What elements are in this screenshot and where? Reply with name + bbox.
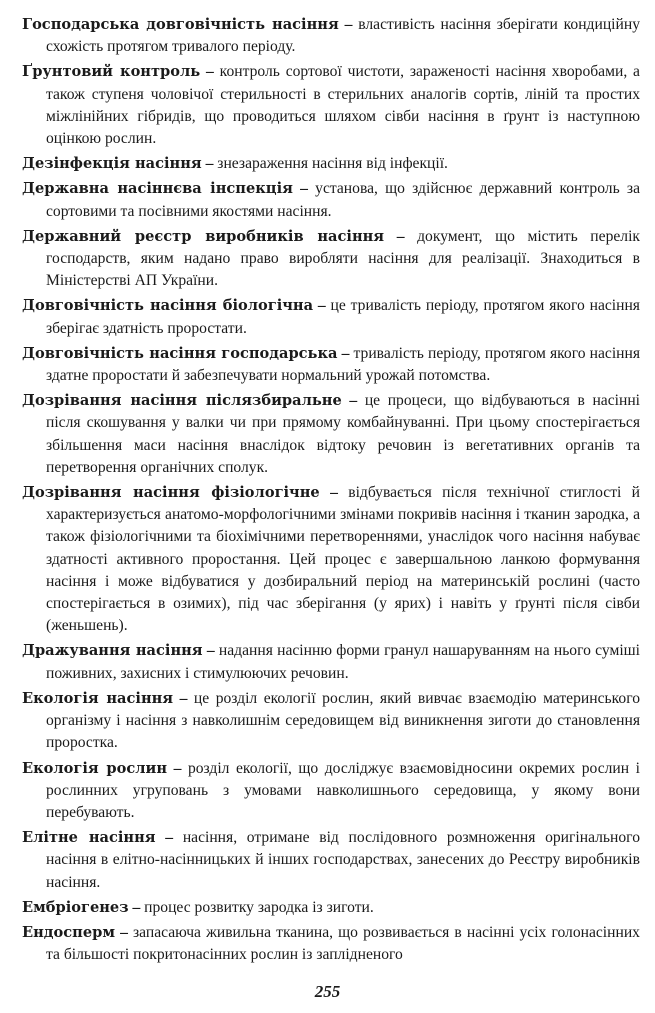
glossary-term: Довговічність насіння господарська bbox=[22, 344, 338, 362]
glossary-term: Довговічність насіння біологічна bbox=[22, 297, 314, 315]
term-separator: – bbox=[206, 642, 215, 660]
glossary-definition: процес розвитку зародка із зиготи. bbox=[144, 898, 374, 916]
glossary-term: Державний реєстр виробників насіння bbox=[22, 227, 385, 245]
glossary-definition: установа, що здійснює державний контроль за сортовими та посівними якостями насіння. bbox=[46, 180, 640, 220]
glossary-entry bbox=[22, 758, 640, 825]
page-number: 255 bbox=[314, 982, 341, 1001]
glossary-term: Дозрівання насіння післязбиральне bbox=[22, 392, 342, 410]
glossary-term: Дезінфекція насіння bbox=[22, 155, 202, 173]
glossary-definition: запасаюча живильна тканина, що розвивається в насінні усіх голонасінних та більшості покритонасінних рослин із заплідненого bbox=[46, 923, 640, 964]
glossary-definition: розділ екології, що досліджує взаємовідносини окремих рослин і рослинних угруповань з умовами навколишнього середовища, у якому вони перебувають. bbox=[46, 759, 640, 821]
glossary-term: Екологія насіння bbox=[22, 689, 174, 707]
glossary-entry bbox=[22, 226, 640, 293]
glossary-entry bbox=[22, 14, 640, 58]
term-separator: – bbox=[173, 759, 182, 777]
glossary-entry bbox=[22, 640, 640, 684]
glossary-definition: тривалість періоду, протягом якого насіння здатне проростати й забезпечувати нормальний урожай потомства. bbox=[46, 344, 641, 385]
glossary-term: Дозрівання насіння фізіологічне bbox=[22, 484, 320, 502]
glossary-term: Господарська довговічність насіння bbox=[22, 16, 339, 33]
glossary-term: Державна насіннєва інспекція bbox=[22, 180, 293, 198]
glossary-entry bbox=[22, 61, 640, 150]
glossary-entry bbox=[22, 688, 640, 755]
glossary-entry bbox=[22, 922, 640, 966]
term-separator: – bbox=[330, 484, 338, 502]
glossary-term: Ембріогенез bbox=[22, 898, 129, 916]
glossary-entry bbox=[22, 482, 640, 637]
glossary-term: Дражування насіння bbox=[22, 642, 203, 660]
glossary-entry bbox=[22, 343, 640, 387]
glossary-term: Ендосперм bbox=[22, 923, 115, 941]
glossary-definition: насіння, отримане від послідовного розмноження оригінального насіння в елітно-насінницьких й інших господарствах, занесених до Реєстру виробників насіння. bbox=[46, 829, 640, 891]
glossary-entry bbox=[22, 827, 640, 894]
term-separator: – bbox=[179, 689, 188, 707]
glossary-page bbox=[22, 14, 640, 969]
glossary-definition: це розділ екології рослин, який вивчає взаємодію материнського організму і насіння з навколишнім середовищем від виникнення зиготи до становлення проростка. bbox=[46, 689, 640, 752]
glossary-term: Ґрунтовий контроль bbox=[22, 63, 201, 81]
term-separator: – bbox=[317, 297, 326, 315]
glossary-term: Елітне насіння bbox=[22, 829, 156, 847]
glossary-definition: надання насінню форми гранул нашаруванням на нього суміші поживних, захисних і стимулюючих речовин. bbox=[46, 642, 640, 682]
glossary-definition: це процеси, що відбуваються в насінні після скошування у валки чи при прямому комбайнуванні. При цьому спостерігається збільшення маси насіння внаслідок відтоку речовин із вегетативних органів та перетворення органічних сполук. bbox=[46, 392, 641, 476]
glossary-entry bbox=[22, 295, 640, 339]
term-separator: – bbox=[341, 344, 350, 362]
glossary-term: Екологія рослин bbox=[22, 759, 168, 777]
term-separator: – bbox=[205, 155, 214, 173]
term-separator: – bbox=[349, 392, 358, 410]
glossary-entry bbox=[22, 390, 640, 479]
term-separator: – bbox=[165, 829, 174, 847]
term-separator: – bbox=[396, 227, 405, 245]
glossary-definition: контроль сортової чистоти, зараженості насіння хворобами, а також ступеня чоловічої стерильності в стерильних аналогів сортів, ліній та простих міжлінійних гібридів, що проводиться шляхом сівби насіння в ґрунт із наступною оцінкою рослин. bbox=[46, 63, 640, 148]
term-separator: – bbox=[344, 16, 353, 33]
glossary-entry bbox=[22, 897, 640, 919]
glossary-definition: документ, що містить перелік господарств, яким надано право виробляти насіння для реалізації. Знаходиться в Міністерстві АП України. bbox=[46, 227, 640, 290]
glossary-definition: відбувається після технічної стиглості й характеризується анатомо-морфологічними змінами покривів насіння і тканин зародка, а також фізіологічними та біохімічними перетвореннями, унаслідок чого насіння набуває здатності активного проростання. Цей процес є завершальною ланкою формування насіння і може відбуватися у дозбиральний період на материнській рослині (часто спостерігається в озимих), під час зберігання (у ярих) і навіть у ґрунті після сівби (женьшень). bbox=[46, 484, 641, 635]
glossary-definition: це тривалість періоду, протягом якого насіння зберігає здатність проростати. bbox=[46, 297, 640, 337]
term-separator: – bbox=[206, 63, 214, 81]
glossary-definition: властивість насіння зберігати кондиційну схожість протягом тривалого періоду. bbox=[46, 16, 640, 56]
term-separator: – bbox=[120, 923, 128, 941]
glossary-entry bbox=[22, 153, 640, 175]
term-separator: – bbox=[300, 180, 308, 198]
glossary-entry bbox=[22, 178, 640, 222]
glossary-definition: знезараження насіння від інфекції. bbox=[217, 155, 448, 173]
term-separator: – bbox=[132, 898, 141, 916]
